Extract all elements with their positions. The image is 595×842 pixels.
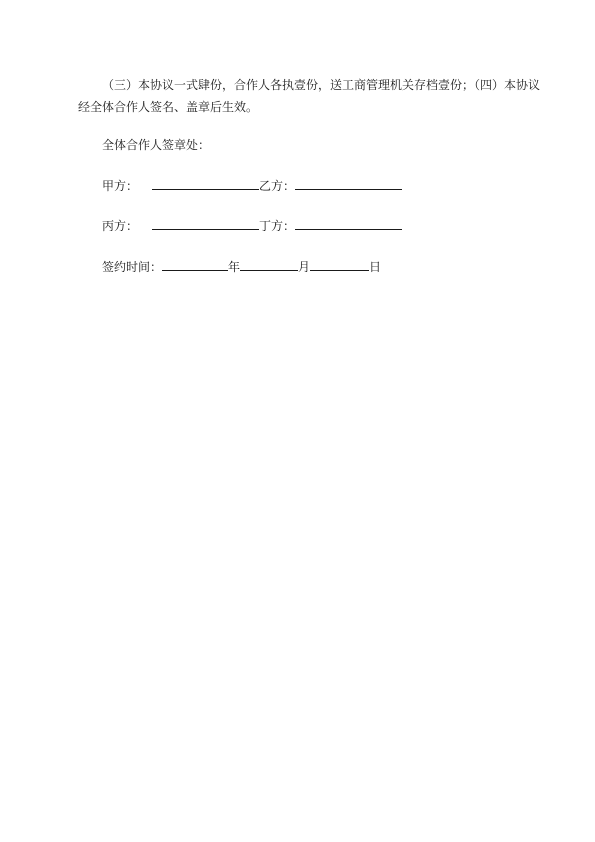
signing-date-label: 签约时间：	[102, 260, 163, 274]
signature-heading: 全体合作人签章处：	[102, 138, 211, 152]
clause-line-1: （三）本协议一式肆份，合作人各执壹份，送工商管理机关存档壹份；（四）本协议	[102, 78, 541, 92]
month-blank[interactable]	[240, 258, 298, 271]
party-yi-signature-line[interactable]	[295, 177, 402, 190]
party-jia-label: 甲方：	[102, 179, 139, 193]
year-blank[interactable]	[162, 258, 228, 271]
party-row-1	[102, 177, 402, 194]
party-row-2	[102, 217, 402, 234]
party-ding-signature-line[interactable]	[295, 217, 402, 230]
month-label: 月	[298, 260, 311, 274]
day-blank[interactable]	[310, 258, 369, 271]
clause-line-2: 经全体合作人签名、盖章后生效。	[78, 100, 259, 114]
day-label: 日	[369, 260, 382, 274]
party-bing-label: 丙方：	[102, 219, 139, 233]
party-yi-label: 乙方：	[259, 179, 296, 193]
party-jia-signature-line[interactable]	[152, 177, 259, 190]
year-label: 年	[228, 260, 241, 274]
signing-date-row	[102, 258, 381, 275]
party-ding-label: 丁方：	[259, 219, 296, 233]
party-bing-signature-line[interactable]	[152, 217, 259, 230]
clause-paragraph	[78, 74, 541, 118]
